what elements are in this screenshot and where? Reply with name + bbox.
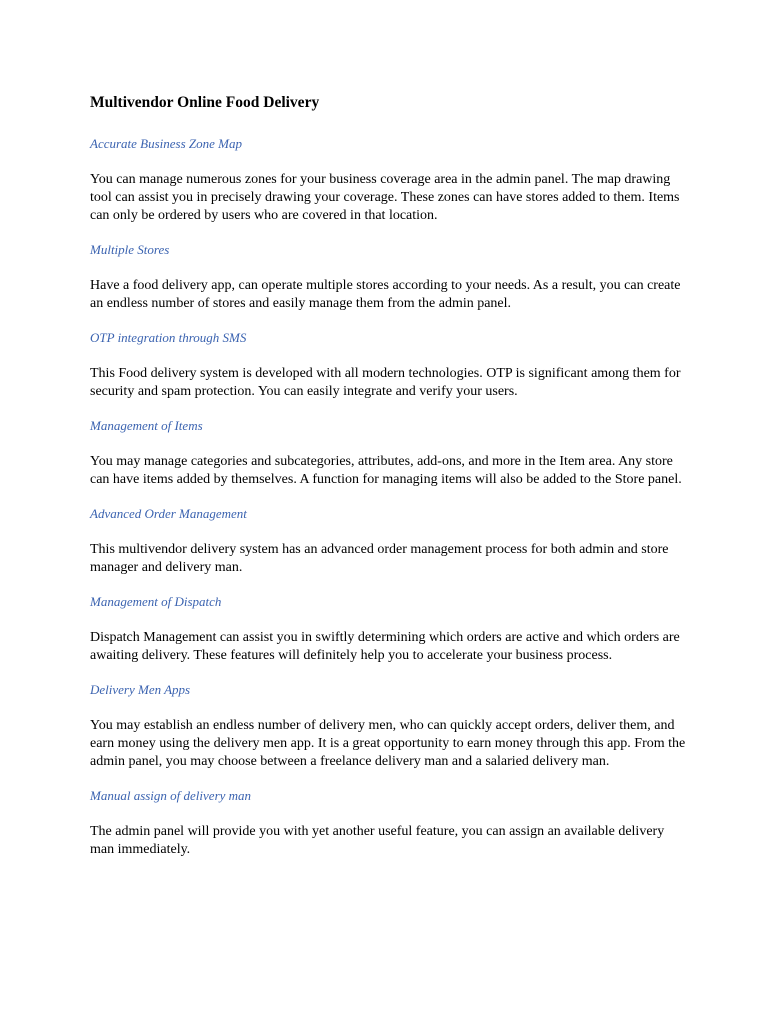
section-heading: Advanced Order Management: [90, 506, 247, 521]
section-body: The admin panel will provide you with yet another useful feature, you can assign an available delivery man immediately.: [90, 824, 665, 857]
section-heading: OTP integration through SMS: [90, 330, 247, 345]
section-body: You may establish an endless number of delivery men, who can quickly accept orders, deliver them, and earn money using the delivery men app. It is a great opportunity to earn money through this app. From the admin panel, you may choose between a freelance delivery man and a salaried delivery man.: [90, 718, 686, 769]
section-body: This Food delivery system is developed with all modern technologies. OTP is significant among them for security and spam protection. You can easily integrate and verify your users.: [90, 366, 681, 399]
section-heading: Management of Dispatch: [90, 594, 222, 609]
document-page: [90, 93, 690, 875]
section-heading: Management of Items: [90, 418, 203, 433]
section-body: You can manage numerous zones for your business coverage area in the admin panel. The map drawing tool can assist you in precisely drawing your coverage. These zones can have stores added to them. Items can only be ordered by users who are covered in that location.: [90, 172, 680, 223]
section-body: This multivendor delivery system has an advanced order management process for both admin and store manager and delivery man.: [90, 542, 669, 575]
section-body: You may manage categories and subcategories, attributes, add-ons, and more in the Item area. Any store can have items added by themselves. A function for managing items will also be added to the Store panel.: [90, 454, 682, 487]
section-heading: Accurate Business Zone Map: [90, 136, 243, 151]
section-multiple-stores: [90, 241, 690, 313]
section-zone-map: [90, 135, 690, 225]
section-delivery-men-apps: [90, 681, 690, 771]
section-heading: Delivery Men Apps: [90, 682, 191, 697]
document-title: Multivendor Online Food Delivery: [90, 94, 320, 111]
section-body: Dispatch Management can assist you in swiftly determining which orders are active and which orders are awaiting delivery. These features will definitely help you to accelerate your business process.: [90, 630, 680, 663]
section-body: Have a food delivery app, can operate multiple stores according to your needs. As a result, you can create an endless number of stores and easily manage them from the admin panel.: [90, 278, 681, 311]
section-manual-assign: [90, 787, 690, 859]
section-heading: Manual assign of delivery man: [90, 788, 252, 803]
section-management-items: [90, 417, 690, 489]
section-order-management: [90, 505, 690, 577]
section-otp-integration: [90, 329, 690, 401]
section-heading: Multiple Stores: [90, 242, 170, 257]
section-dispatch: [90, 593, 690, 665]
